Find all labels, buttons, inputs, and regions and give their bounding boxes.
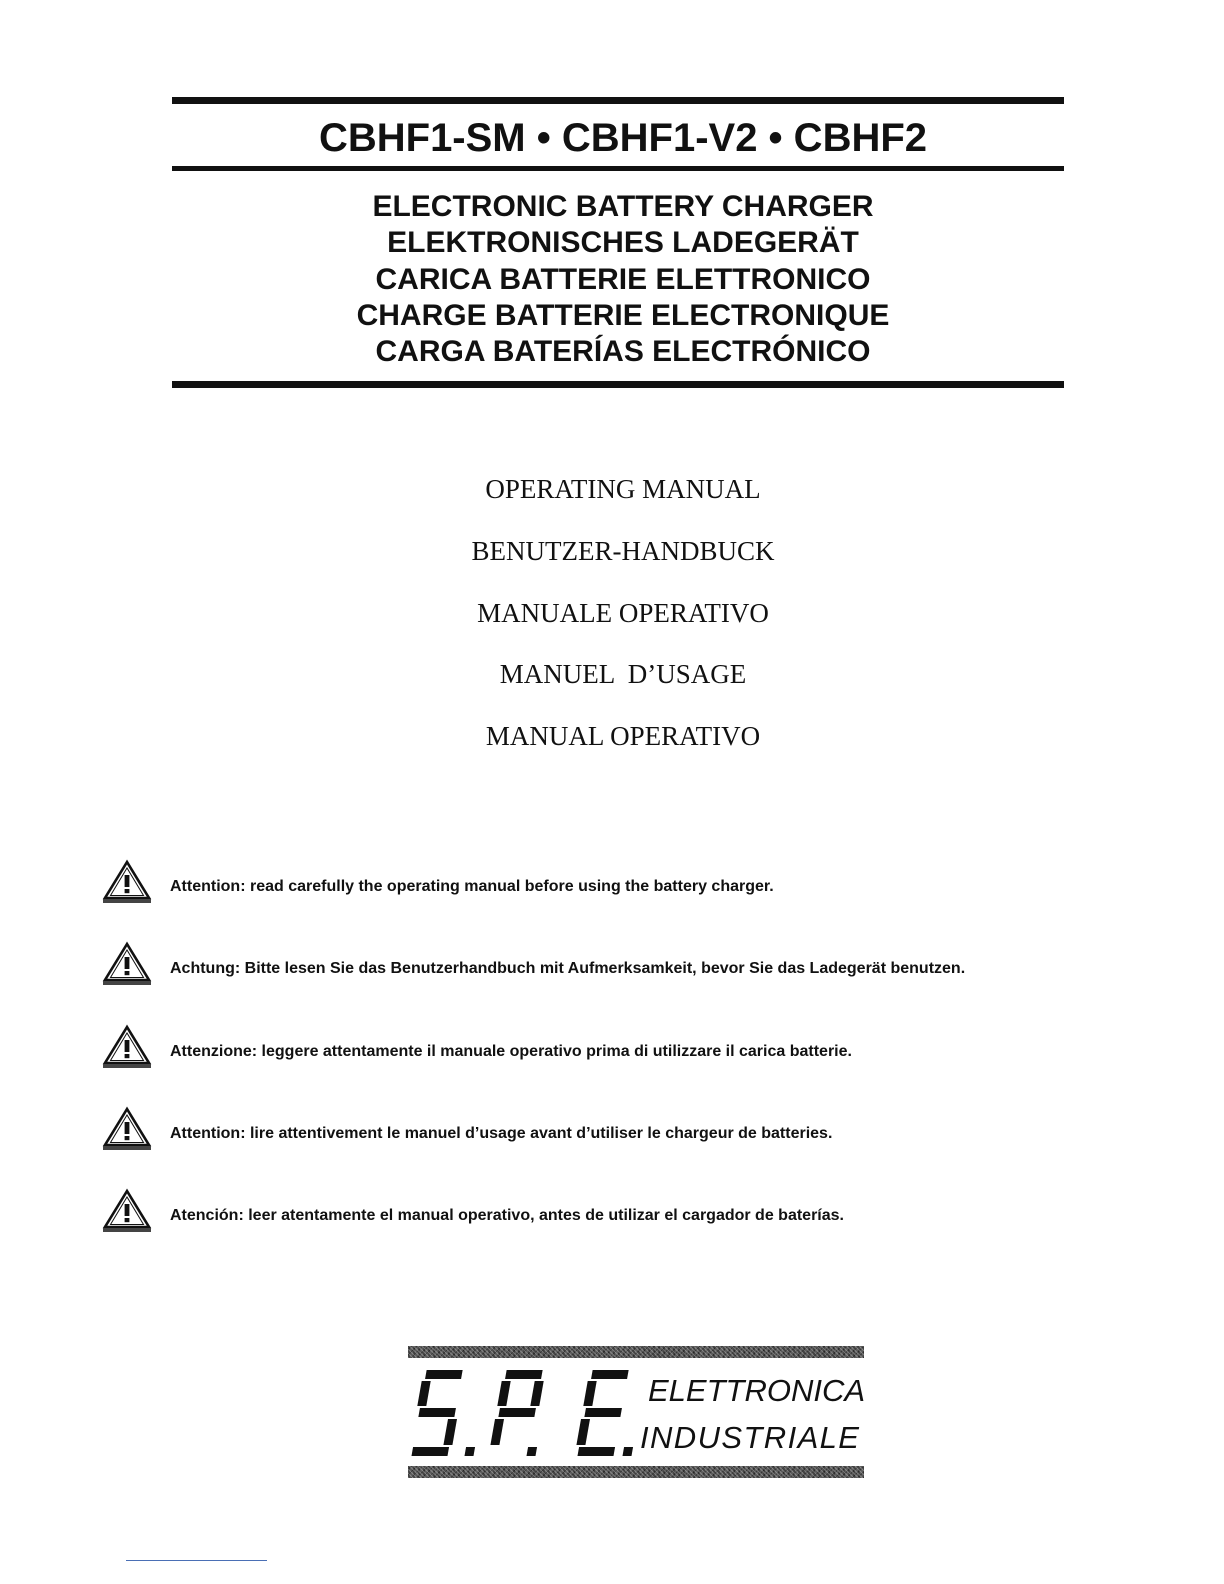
logo-segment (497, 1381, 510, 1406)
logo-dot (526, 1447, 537, 1456)
logo-segment (443, 1419, 457, 1445)
manual-titles (172, 459, 1074, 768)
logo-segment (498, 1408, 536, 1417)
logo-text-line1: ELETTRONICA (648, 1373, 866, 1408)
logo-letter-s (408, 1370, 488, 1456)
warning-triangle-icon (102, 859, 152, 905)
warnings-list (102, 859, 1202, 1270)
logo-segment (425, 1370, 463, 1379)
manual-title-it: MANUALE OPERATIVO (477, 597, 769, 628)
header-rule-middle (172, 166, 1064, 171)
logo-segment (583, 1381, 596, 1406)
header-rule-bottom (172, 381, 1064, 388)
warning-text: Attention: lire attentivement le manuel d’usage avant d’utiliser le chargeur de batteries. (170, 1124, 833, 1142)
manual-title-fr: MANUEL D’USAGE (499, 659, 747, 690)
warning-text: Atención: leer atentamente el manual operativo, antes de utilizar el cargador de baterías. (170, 1207, 844, 1224)
logo-segment (418, 1408, 456, 1417)
warning-item (102, 859, 1202, 941)
logo-segment (591, 1370, 629, 1379)
warning-item (102, 1106, 1202, 1188)
model-title: CBHF1-SM • CBHF1-V2 • CBHF2 (318, 116, 928, 160)
warning-item (102, 1188, 1202, 1270)
product-subtitle-de: ELEKTRONISCHES LADEGERÄT (387, 226, 859, 260)
manual-title-en: OPERATING MANUAL (485, 474, 761, 504)
product-subtitles (172, 189, 1074, 370)
warning-text: Attention: read carefully the operating manual before using the battery charger. (170, 878, 774, 895)
warning-text: Attenzione: leggere attentamente il manuale operativo prima di utilizzare il carica batterie. (170, 1042, 852, 1060)
warning-item (102, 1024, 1202, 1106)
logo-segment (530, 1381, 543, 1406)
logo-segment (584, 1408, 622, 1417)
logo-letter-p (488, 1370, 550, 1456)
product-subtitle-es: CARGA BATERÍAS ELECTRÓNICO (375, 335, 871, 369)
logo-dot (464, 1447, 475, 1456)
warning-triangle-icon (102, 1106, 152, 1152)
logo-segment (505, 1370, 543, 1379)
logo-letter-e (574, 1370, 646, 1456)
manual-title-es: MANUAL OPERATIVO (485, 721, 761, 752)
logo-segment (576, 1419, 590, 1445)
logo-dot (622, 1447, 633, 1456)
logo-segment (490, 1419, 504, 1445)
footer-rule (126, 1560, 267, 1561)
warning-item (102, 941, 1202, 1023)
product-subtitle-fr: CHARGE BATTERIE ELECTRONIQUE (356, 298, 890, 332)
warning-text: Achtung: Bitte lesen Sie das Benutzerhandbuch mit Aufmerksamkeit, bevor Sie das Ladegerät benutzen. (170, 960, 966, 978)
logo-segment (577, 1447, 615, 1456)
warning-triangle-icon (102, 1024, 152, 1070)
warning-triangle-icon (102, 1188, 152, 1234)
logo-mark (400, 1368, 650, 1460)
manual-title-de: BENUTZER-HANDBUCK (471, 535, 775, 566)
warning-triangle-icon (102, 941, 152, 987)
logo-segment (411, 1447, 449, 1456)
header-rule-top (172, 97, 1064, 104)
product-subtitle-it: CARICA BATTERIE ELETTRONICO (375, 262, 871, 296)
logo-band-top (408, 1346, 864, 1358)
logo-segment (417, 1381, 430, 1406)
logo-text-line2: INDUSTRIALE (640, 1420, 861, 1455)
product-subtitle-en: ELECTRONIC BATTERY CHARGER (372, 190, 874, 223)
logo-band-bottom (408, 1466, 864, 1478)
